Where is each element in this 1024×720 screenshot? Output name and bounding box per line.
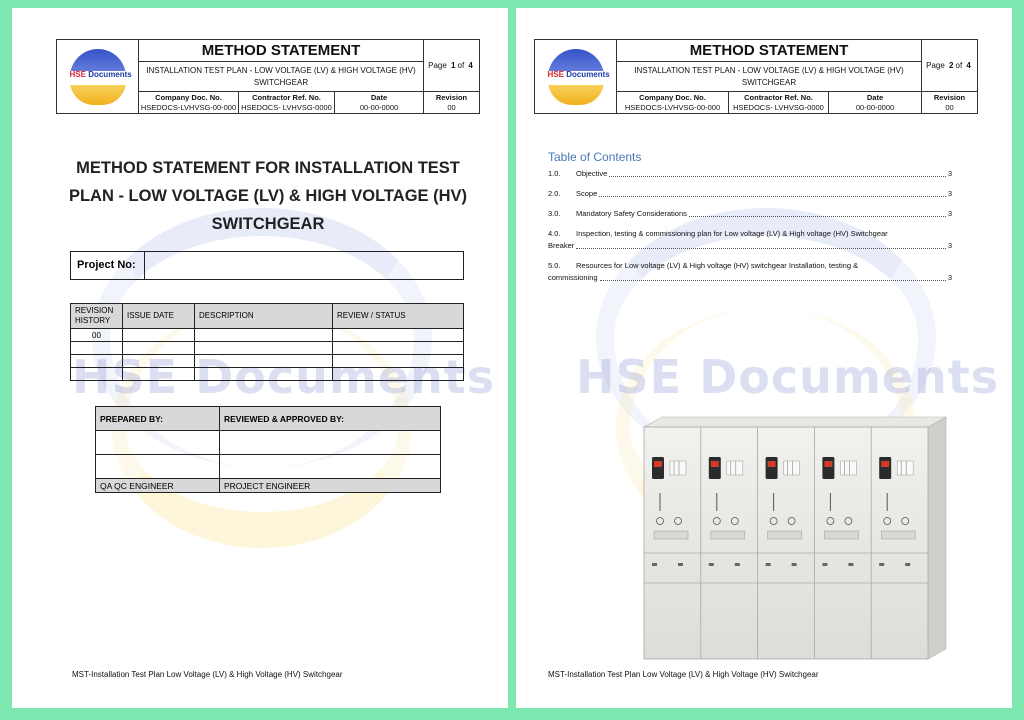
revision-cell: Revision 00 [435, 93, 468, 112]
company-doc-cell: Company Doc. No. HSEDOCS-LVHVSG-00-000 [617, 92, 729, 113]
hse-documents-logo: HSE Documents [70, 49, 126, 105]
signature-row [96, 431, 441, 455]
revision-history-table [70, 303, 464, 381]
relay-display [709, 457, 721, 479]
page-indicator: Page 2 of 4 [922, 40, 977, 92]
control-strip [824, 531, 858, 539]
table-row [71, 355, 464, 368]
door-handle [735, 563, 740, 566]
document-header [56, 39, 480, 114]
header-subtitle: INSTALLATION TEST PLAN - LOW VOLTAGE (LV) & HIGH VOLTAGE (HV) SWITCHGEAR [139, 62, 423, 92]
control-strip [881, 531, 915, 539]
document-page-2 [516, 8, 1012, 708]
control-strip [711, 531, 745, 539]
revision-cell: Revision 00 [933, 93, 966, 112]
contractor-ref-cell: Contractor Ref. No. HSEDOCS- LVHVSG-0000 [239, 92, 335, 113]
door-handle [848, 563, 853, 566]
toc-title: Table of Contents [548, 150, 642, 164]
door-handle [822, 563, 827, 566]
table-header: ISSUE DATE [123, 304, 195, 329]
relay-indicator [711, 461, 719, 467]
toc-entry[interactable]: 2.0. Scope 3 [548, 189, 952, 198]
company-doc-cell: Company Doc. No. HSEDOCS-LVHVSG-00-000 [139, 92, 239, 113]
prepared-by-header: PREPARED BY: [96, 407, 220, 431]
control-strip [654, 531, 688, 539]
watermark-text: HSE Documents [72, 350, 496, 404]
table-row [71, 368, 464, 381]
relay-display [766, 457, 778, 479]
signature-table [95, 406, 441, 493]
date-cell: Date 00-00-0000 [359, 93, 399, 112]
table-header: DESCRIPTION [195, 304, 333, 329]
relay-display [879, 457, 891, 479]
table-header: REVISION HISTORY [71, 304, 123, 329]
project-number-label: Project No: [71, 252, 145, 279]
document-header [534, 39, 978, 114]
door-handle [766, 563, 771, 566]
relay-indicator [768, 461, 776, 467]
toc-entry[interactable]: 4.0. Inspection, testing & commissioning plan for Low voltage (LV) & High voltage (HV) Switchgear Breaker 3 [548, 229, 952, 250]
door-handle [709, 563, 714, 566]
meter-panel [897, 461, 913, 475]
document-title: METHOD STATEMENT FOR INSTALLATION TEST PLAN - LOW VOLTAGE (LV) & HIGH VOLTAGE (HV) SWITCHGEAR [68, 159, 468, 233]
header-subtitle: INSTALLATION TEST PLAN - LOW VOLTAGE (LV) & HIGH VOLTAGE (HV) SWITCHGEAR [617, 62, 921, 92]
reviewed-approved-header: REVIEWED & APPROVED BY: [220, 407, 441, 431]
meter-panel [840, 461, 856, 475]
header-title: METHOD STATEMENT [617, 40, 921, 62]
toc-entry[interactable]: 5.0. Resources for Low voltage (LV) & High voltage (HV) switchgear Installation, testing & commissioning 3 [548, 261, 952, 282]
project-number-box [70, 251, 464, 280]
table-of-contents [548, 168, 952, 292]
table-header: REVIEW / STATUS [333, 304, 464, 329]
door-handle [792, 563, 797, 566]
contractor-ref-cell: Contractor Ref. No. HSEDOCS- LVHVSG-0000 [729, 92, 829, 113]
watermark-text: HSE Documents [576, 350, 1000, 404]
signature-row [96, 455, 441, 479]
hse-documents-logo: HSE Documents [548, 49, 604, 105]
role-project-engineer: PROJECT ENGINEER [220, 479, 441, 493]
relay-indicator [824, 461, 832, 467]
door-handle [905, 563, 910, 566]
document-page-1 [12, 8, 508, 708]
relay-indicator [654, 461, 662, 467]
logo-cell [57, 40, 139, 113]
control-strip [768, 531, 802, 539]
date-cell: Date 00-00-0000 [855, 93, 895, 112]
page-footer: MST-Installation Test Plan Low Voltage (LV) & High Voltage (HV) Switchgear [548, 670, 819, 679]
door-handle [652, 563, 657, 566]
door-handle [879, 563, 884, 566]
role-qaqc: QA QC ENGINEER [96, 479, 220, 493]
table-row [71, 342, 464, 355]
role-row [96, 479, 441, 493]
table-row: 00 [71, 329, 464, 342]
header-title: METHOD STATEMENT [139, 40, 423, 62]
relay-display [822, 457, 834, 479]
meter-panel [784, 461, 800, 475]
toc-entry[interactable]: 1.0. Objective 3 [548, 169, 952, 178]
toc-entry[interactable]: 3.0. Mandatory Safety Considerations 3 [548, 209, 952, 218]
relay-indicator [881, 461, 889, 467]
meter-panel [670, 461, 686, 475]
page-footer: MST-Installation Test Plan Low Voltage (LV) & High Voltage (HV) Switchgear [72, 670, 343, 679]
logo-cell [535, 40, 617, 113]
meter-panel [727, 461, 743, 475]
relay-display [652, 457, 664, 479]
page-indicator: Page 1 of 4 [424, 40, 479, 92]
switchgear-image [634, 413, 948, 663]
door-handle [678, 563, 683, 566]
